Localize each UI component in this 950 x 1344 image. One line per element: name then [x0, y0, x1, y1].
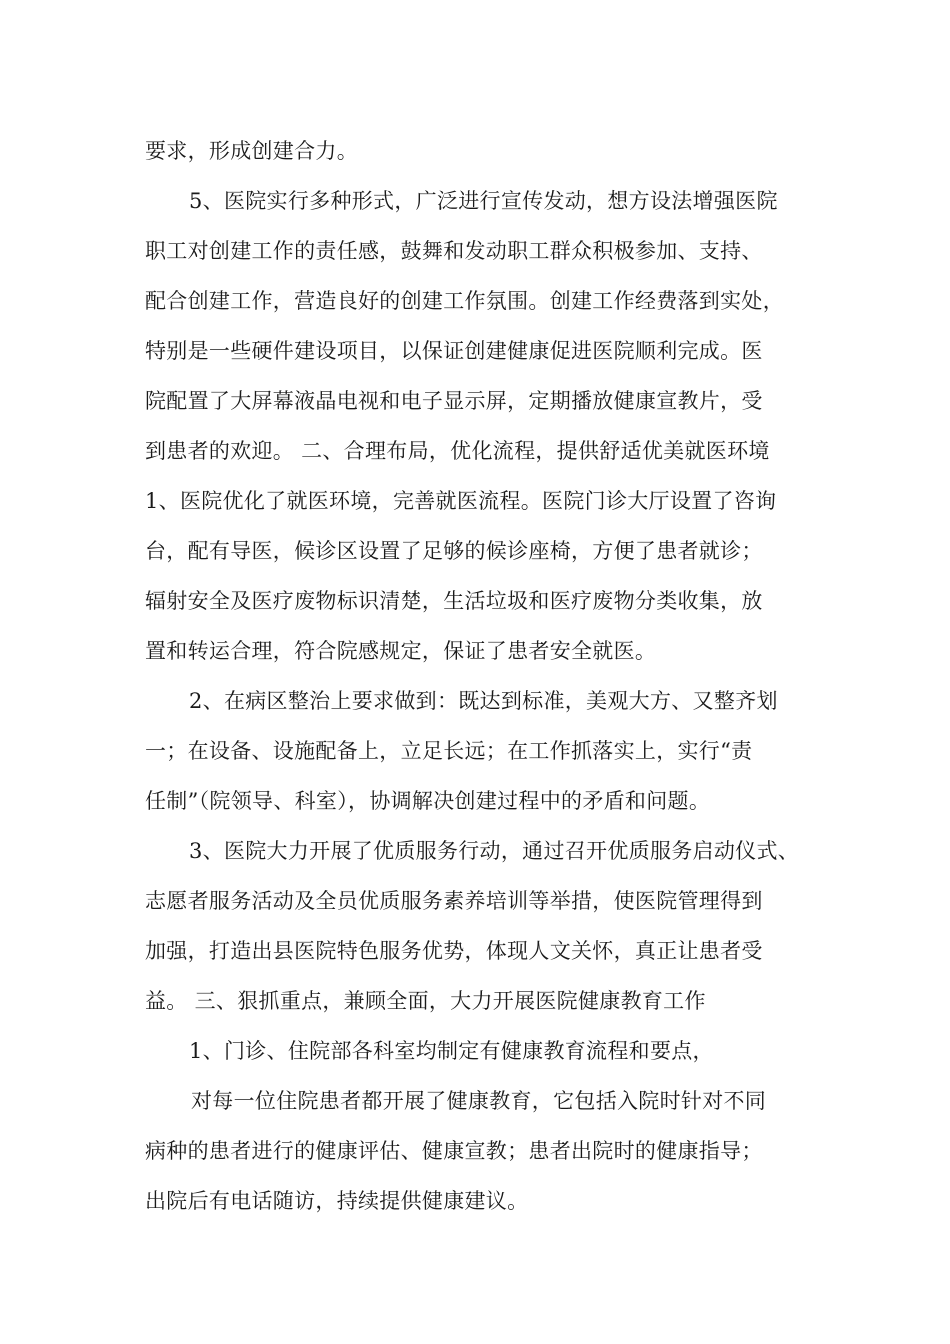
text-line: 任制”（院领导、科室），协调解决创建过程中的矛盾和问题。	[145, 789, 711, 813]
text-line: 辐射安全及医疗废物标识清楚，生活垃圾和医疗废物分类收集，放	[145, 589, 763, 613]
text-line: 到患者的欢迎。 二、合理布局，优化流程，提供舒适优美就医环境	[145, 439, 770, 463]
text-line: 志愿者服务活动及全员优质服务素养培训等举措，使医院管理得到	[145, 889, 763, 913]
text-line: 一；在设备、设施配备上，立足长远；在工作抓落实上，实行“责	[145, 739, 753, 763]
text-line: 益。 三、狠抓重点，兼顾全面，大力开展医院健康教育工作	[145, 989, 706, 1013]
text-line: 1、门诊、住院部各科室均制定有健康教育流程和要点，	[189, 1039, 714, 1063]
text-line: 要求，形成创建合力。	[145, 139, 358, 163]
document-body	[145, 126, 825, 1226]
text-line: 2、在病区整治上要求做到：既达到标准，美观大方、又整齐划	[189, 689, 778, 713]
text-line: 5、医院实行多种形式，广泛进行宣传发动，想方设法增强医院	[189, 189, 778, 213]
text-line: 出院后有电话随访，持续提供健康建议。	[145, 1189, 529, 1213]
text-line: 对每一位住院患者都开展了健康教育，它包括入院时针对不同	[191, 1089, 767, 1113]
text-line: 病种的患者进行的健康评估、健康宣教；患者出院时的健康指导；	[145, 1139, 763, 1163]
text-line: 院配置了大屏幕液晶电视和电子显示屏，定期播放健康宣教片，受	[145, 389, 763, 413]
text-line: 加强，打造出县医院特色服务优势，体现人文关怀，真正让患者受	[145, 939, 763, 963]
text-line: 3、医院大力开展了优质服务行动，通过召开优质服务启动仪式、	[189, 839, 800, 863]
text-line: 特别是一些硬件建设项目，以保证创建健康促进医院顺利完成。医	[145, 339, 763, 363]
text-line: 职工对创建工作的责任感，鼓舞和发动职工群众积极参加、支持、	[145, 239, 763, 263]
text-line: 1、医院优化了就医环境，完善就医流程。医院门诊大厅设置了咨询	[145, 489, 777, 513]
text-line: 台，配有导医，候诊区设置了足够的候诊座椅，方便了患者就诊；	[145, 539, 763, 563]
text-line: 置和转运合理，符合院感规定，保证了患者安全就医。	[145, 639, 657, 663]
text-line: 配合创建工作，营造良好的创建工作氛围。创建工作经费落到实处，	[145, 289, 784, 313]
